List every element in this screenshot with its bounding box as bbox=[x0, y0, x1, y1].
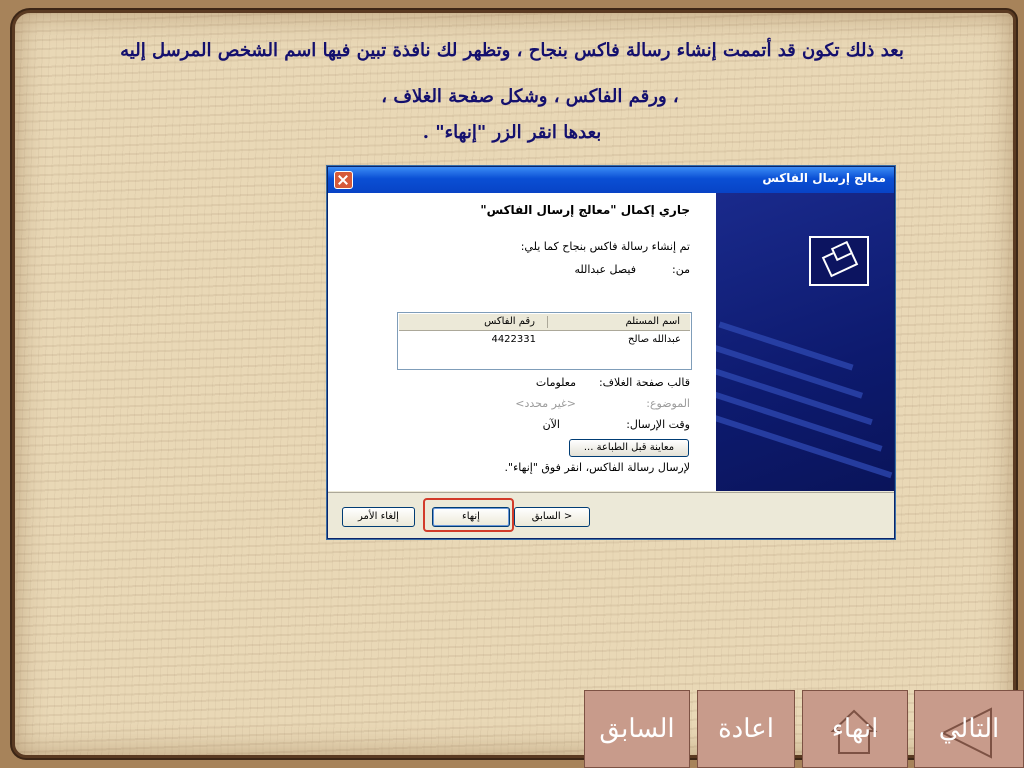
nav-prev-label: السابق bbox=[599, 714, 675, 744]
instruction-line-3: بعدها انقر الزر "إنهاء" . bbox=[422, 122, 602, 143]
wizard-side-banner bbox=[716, 193, 894, 491]
subject-value: <غير محدد> bbox=[515, 397, 576, 410]
back-button[interactable]: < السابق bbox=[514, 507, 590, 527]
fax-wizard-window bbox=[327, 166, 895, 539]
send-time-label: وقت الإرسال: bbox=[626, 418, 690, 431]
column-recipient-name[interactable]: اسم المستلم bbox=[625, 316, 680, 327]
banner-stripe bbox=[716, 343, 863, 398]
send-time-value: الآن bbox=[542, 418, 560, 431]
cancel-button[interactable]: إلغاء الأمر bbox=[342, 507, 415, 527]
from-label: من: bbox=[672, 263, 690, 276]
recipient-list[interactable] bbox=[397, 312, 692, 370]
nav-end-button[interactable] bbox=[802, 690, 908, 768]
cover-template-value: معلومات bbox=[535, 376, 576, 389]
finish-button[interactable]: إنهاء bbox=[432, 507, 510, 527]
banner-stripe bbox=[718, 322, 853, 371]
nav-prev-button[interactable] bbox=[584, 690, 690, 768]
nav-repeat-label: اعادة bbox=[718, 714, 774, 744]
recipient-list-header bbox=[399, 314, 690, 331]
send-note: لإرسال رسالة الفاكس، انقر فوق "إنهاء". bbox=[504, 461, 690, 474]
column-divider bbox=[547, 316, 548, 328]
window-titlebar bbox=[328, 167, 894, 193]
wizard-heading: جاري إكمال "معالج إرسال الفاكس" bbox=[480, 203, 690, 217]
print-preview-button[interactable]: معاينة قبل الطباعة ... bbox=[569, 439, 689, 457]
instruction-line-2: ، ورقم الفاكس ، وشكل صفحة الغلاف ، bbox=[381, 86, 679, 107]
from-value: فيصل عبدالله bbox=[574, 263, 636, 276]
fax-machine-icon bbox=[809, 236, 869, 286]
subject-label: الموضوع: bbox=[646, 397, 690, 410]
window-title: معالج إرسال الفاكس bbox=[762, 171, 886, 185]
success-text: تم إنشاء رسالة فاكس بنجاح كما يلي: bbox=[520, 240, 690, 253]
nav-next-button[interactable] bbox=[914, 690, 1024, 768]
nav-next-label: التالي bbox=[938, 714, 1000, 744]
nav-repeat-button[interactable] bbox=[697, 690, 795, 768]
cover-template-label: قالب صفحة الغلاف: bbox=[598, 376, 690, 389]
close-icon[interactable] bbox=[334, 171, 353, 189]
wizard-content bbox=[328, 193, 716, 491]
recipient-name-cell[interactable]: عبدالله صالح bbox=[628, 334, 681, 345]
wizard-button-bar bbox=[328, 492, 894, 538]
nav-end-label: انهاء bbox=[831, 714, 879, 744]
instruction-line-1: بعد ذلك تكون قد أتممت إنشاء رسالة فاكس بنجاح ، وتظهر لك نافذة تبين فيها اسم الشخص المرسل إليه bbox=[120, 40, 904, 61]
recipient-fax-cell[interactable]: 4422331 bbox=[491, 334, 536, 345]
column-fax-number[interactable]: رقم الفاكس bbox=[484, 316, 535, 327]
